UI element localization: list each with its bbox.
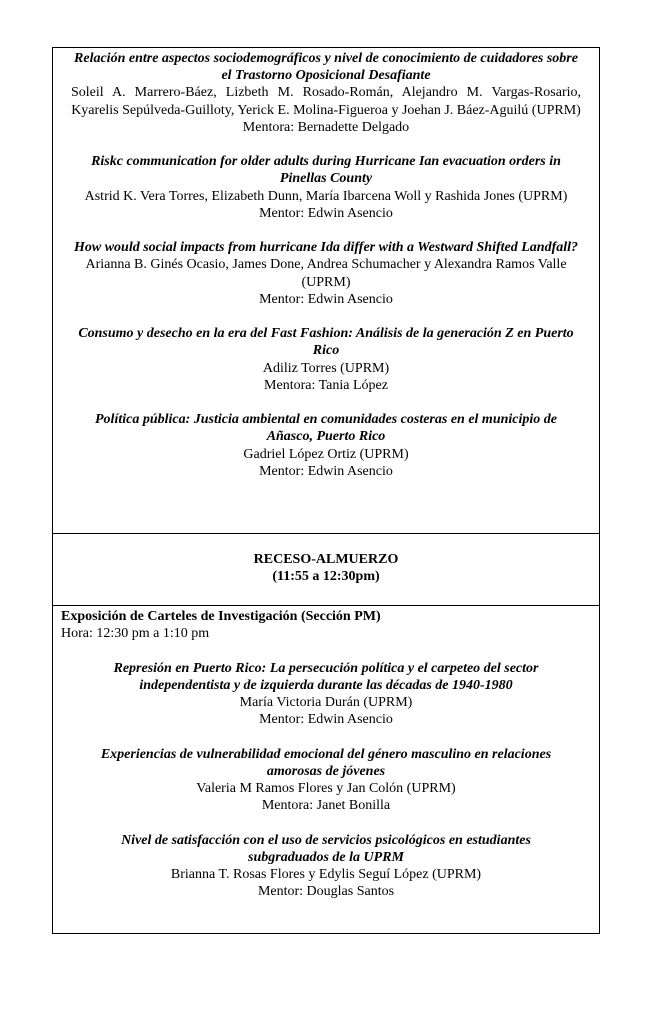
presentation-authors: Valeria M Ramos Flores y Jan Colón (UPRM) <box>196 781 456 796</box>
presentation-entry <box>71 411 581 480</box>
presentation-mentor: Mentora: Tania López <box>264 377 388 393</box>
presentation-title: How would social impacts from hurricane Ida differ with a Westward Shifted Landfall? <box>73 240 579 256</box>
presentation-mentor: Mentor: Edwin Asencio <box>259 291 393 307</box>
presentation-authors: Gadriel López Ortiz (UPRM) <box>243 446 409 462</box>
presentation-title: Experiencias de vulnerabilidad emocional del género masculino en relaciones amorosas de jóvenes <box>100 746 552 779</box>
presentation-entry <box>71 153 581 222</box>
presentation-authors: Astrid K. Vera Torres, Elizabeth Dunn, María Ibarcena Woll y Rashida Jones (UPRM) <box>84 188 568 204</box>
presentation-mentor: Mentor: Edwin Asencio <box>259 205 393 221</box>
recess-cell <box>53 534 599 606</box>
presentation-entry <box>71 239 581 308</box>
presentation-title: Nivel de satisfacción con el uso de servicios psicológicos en estudiantes subgraduados de la UPRM <box>121 832 531 865</box>
afternoon-session-cell <box>53 606 599 933</box>
presentation-entry <box>61 746 591 815</box>
presentation-mentor: Mentor: Douglas Santos <box>257 884 395 900</box>
presentation-mentor: Mentor: Edwin Asencio <box>259 463 393 479</box>
presentation-title: Riskc communication for older adults during Hurricane Ian evacuation orders in Pinellas County <box>91 154 561 187</box>
presentation-authors: María Victoria Durán (UPRM) <box>239 695 413 710</box>
recess-time: (11:55 a 12:30pm) <box>272 569 380 585</box>
session-title: Exposición de Carteles de Investigación (Sección PM) <box>61 609 381 624</box>
presentation-authors: Adiliz Torres (UPRM) <box>262 360 390 376</box>
session-header <box>61 608 591 642</box>
presentation-entry <box>61 832 591 901</box>
presentation-entry <box>71 50 581 136</box>
presentation-mentor: Mentora: Janet Bonilla <box>261 798 391 814</box>
presentation-authors: Brianna T. Rosas Flores y Edylis Seguí López (UPRM) <box>170 867 482 882</box>
morning-session-cell <box>53 48 599 534</box>
presentation-entry <box>61 660 591 729</box>
program-table <box>52 47 600 934</box>
presentation-authors: Soleil A. Marrero-Báez, Lizbeth M. Rosado-Román, Alejandro M. Vargas-Rosario, Kyarelis Sepúlveda-Guilloty, Yerick E. Molina-Figueroa y Joehan J. Báez-Aguilú (UPRM) <box>71 85 581 118</box>
session-hours: Hora: 12:30 pm a 1:10 pm <box>61 626 210 642</box>
presentation-title: Relación entre aspectos sociodemográficos y nivel de conocimiento de cuidadores sobre el Trastorno Oposicional Desafiante <box>74 51 578 84</box>
presentation-authors: Arianna B. Ginés Ocasio, James Done, Andrea Schumacher y Alexandra Ramos Valle (UPRM) <box>85 257 567 290</box>
presentation-title: Política pública: Justicia ambiental en comunidades costeras en el municipio de Añasco, Puerto Rico <box>95 412 557 445</box>
recess-label: RECESO-ALMUERZO <box>253 552 399 567</box>
presentation-title: Consumo y desecho en la era del Fast Fashion: Análisis de la generación Z en Puerto Rico <box>78 326 574 359</box>
presentation-title: Represión en Puerto Rico: La persecución política y el carpeteo del sector independentista y de izquierda durante las décadas de 1940-1980 <box>113 660 539 693</box>
presentation-entry <box>71 325 581 394</box>
presentation-mentor: Mentora: Bernadette Delgado <box>242 119 410 135</box>
presentation-mentor: Mentor: Edwin Asencio <box>259 712 393 728</box>
